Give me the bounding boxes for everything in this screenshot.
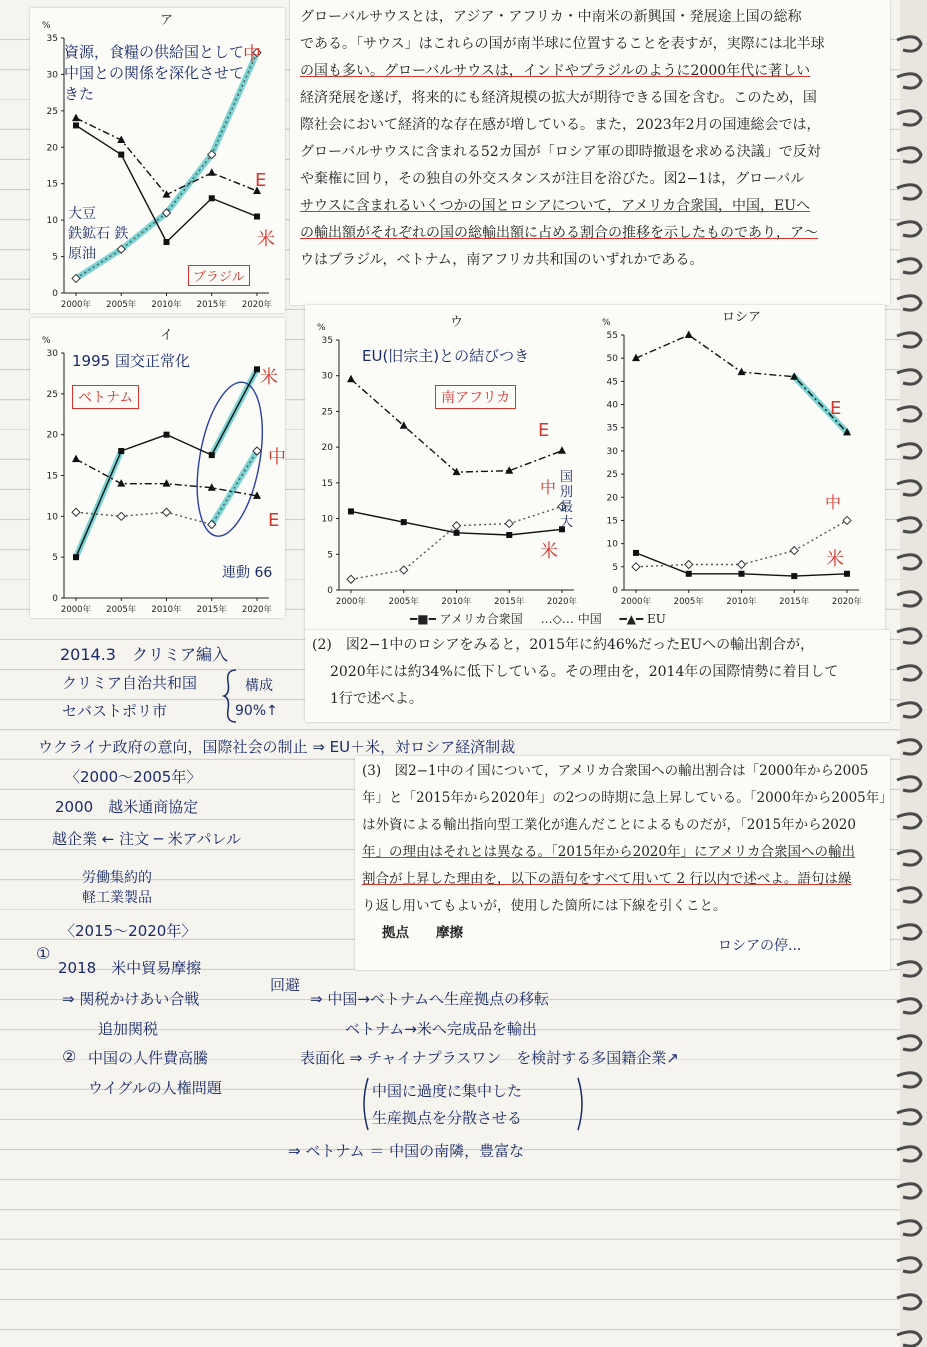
label-i-bei: 米 xyxy=(260,367,278,388)
y-tick-label: 10 xyxy=(606,539,618,550)
q3-line: は外資による輸出指向型工業化が進んだことによるものだが，「2015年から2020 xyxy=(362,817,856,833)
q3-line: 割合が上昇した理由を，以下の語句をすべて用いて 2 行以内で述べよ。語句は繰 xyxy=(362,871,852,887)
intro-line: ウはブラジル，ベトナム，南アフリカ共和国のいずれかである。 xyxy=(300,252,704,268)
data-point xyxy=(632,563,640,571)
data-point xyxy=(117,512,125,520)
spiral-ring xyxy=(897,1221,921,1235)
brace-shape xyxy=(222,668,242,724)
x-tick-label: 2015年 xyxy=(196,300,227,310)
intro-line: 経済発展を遂げ，将来的にも経済規模の拡大が期待できる国を含む。このため，国 xyxy=(300,90,817,106)
label-r-bei: 米 xyxy=(826,549,844,570)
y-tick-label: 35 xyxy=(321,336,333,346)
data-point xyxy=(254,214,260,220)
spiral-ring xyxy=(897,185,921,199)
spiral-ring xyxy=(897,1258,921,1272)
spiral-ring xyxy=(897,1036,921,1050)
y-tick-label: 10 xyxy=(321,514,333,525)
data-point xyxy=(844,571,850,577)
y-tick-label: 30 xyxy=(321,371,333,382)
data-point xyxy=(633,550,639,556)
note-period1: 〈2000〜2005年〉 xyxy=(65,768,202,786)
y-unit-label: % xyxy=(42,336,51,346)
spiral-ring xyxy=(897,629,921,643)
note-circle2: ② xyxy=(62,1047,77,1066)
note-u-eu: EU(旧宗主)との結びつき xyxy=(362,347,530,365)
y-tick-label: 35 xyxy=(606,423,618,434)
legend-china-marker: …◇… xyxy=(540,612,574,626)
spiral-ring xyxy=(897,777,921,791)
data-point xyxy=(163,479,171,487)
note-trade: 2018 米中貿易摩擦 xyxy=(58,959,202,977)
note-i-linked: 連動 66 xyxy=(222,565,273,581)
x-tick-label: 2010年 xyxy=(441,597,472,607)
spiral-ring xyxy=(897,37,921,51)
note-a-products: 大豆 鉄鉱石 鉄 原油 xyxy=(68,206,129,262)
q2-line: (2) 図2−1中のロシアをみると，2015年に約46%だったEUへの輸出割合が， xyxy=(312,637,815,653)
spiral-ring xyxy=(897,925,921,939)
data-point xyxy=(208,168,216,176)
data-point xyxy=(505,520,513,528)
spiral-ring xyxy=(897,296,921,310)
note-i-1995: 1995 国交正常化 xyxy=(72,352,190,370)
note-vietnam: ⇒ ベトナム ＝ 中国の南隣，豊富な xyxy=(288,1142,525,1160)
spiral-ring xyxy=(897,740,921,754)
x-tick-label: 2005年 xyxy=(673,597,704,607)
x-tick-label: 2010年 xyxy=(726,597,757,607)
answer-i: ベトナム xyxy=(72,385,139,409)
y-tick-label: 25 xyxy=(46,106,58,117)
legend-eu-marker: ━▲━ xyxy=(619,612,644,626)
spiral-ring xyxy=(897,1110,921,1124)
y-tick-label: 5 xyxy=(52,252,58,263)
chart-title: ロシア xyxy=(721,310,762,325)
series-line xyxy=(636,335,847,432)
data-point xyxy=(72,114,80,122)
label-a-bei: 米 xyxy=(257,229,275,250)
data-point xyxy=(685,331,693,339)
note-shift: ⇒ 中国→ベトナムへ生産拠点の移転 xyxy=(310,990,550,1008)
y-tick-label: 10 xyxy=(46,216,58,227)
y-tick-label: 50 xyxy=(606,354,618,365)
data-point xyxy=(738,561,746,569)
data-point xyxy=(73,554,79,560)
spiral-ring xyxy=(897,518,921,532)
x-tick-label: 2020年 xyxy=(831,597,863,607)
label-i-e: E xyxy=(268,510,280,531)
y-unit-label: % xyxy=(317,323,326,333)
data-point xyxy=(790,547,798,555)
spiral-ring xyxy=(897,259,921,273)
data-point xyxy=(348,508,354,514)
label-u-naka: 中 xyxy=(540,478,557,497)
data-point xyxy=(739,571,745,577)
data-point xyxy=(164,432,170,438)
x-tick-label: 2000年 xyxy=(60,300,92,310)
label-u-bei: 米 xyxy=(540,541,558,562)
intro-line: グローバルサウスに含まれる52カ国が「ロシア軍の即時撤退を求める決議」で反対 xyxy=(300,144,821,160)
intro-paragraph xyxy=(300,4,885,274)
spiral-ring xyxy=(897,407,921,421)
spiral-ring xyxy=(897,814,921,828)
note-disperse1: 中国に過度に集中した xyxy=(372,1082,523,1100)
label-a-e: E xyxy=(255,170,267,191)
note-crimea-3: セバストポリ市 xyxy=(62,702,168,720)
note-wage: 中国の人件費高騰 xyxy=(88,1049,209,1067)
spiral-ring xyxy=(897,703,921,717)
data-point xyxy=(558,446,566,454)
y-tick-label: 25 xyxy=(606,470,618,481)
note-circle1: ① xyxy=(36,944,51,963)
spiral-ring xyxy=(897,851,921,865)
answer-a: ブラジル xyxy=(188,265,250,286)
spiral-ring xyxy=(897,1073,921,1087)
legend-usa-marker: ━■━ xyxy=(410,612,436,626)
y-tick-label: 0 xyxy=(612,586,618,596)
intro-line: の輸出額がそれぞれの国の総輸出額に占める割合の推移を示したものであり，ア〜 xyxy=(300,225,818,241)
y-tick-label: 15 xyxy=(46,179,58,190)
y-tick-label: 0 xyxy=(52,594,58,604)
data-point xyxy=(685,561,693,569)
label-r-naka: 中 xyxy=(825,493,842,512)
x-tick-label: 2000年 xyxy=(620,597,652,607)
intro-line: の国も多い。グローバルサウスは，インドやブラジルのように2000年代に著しい xyxy=(300,63,811,79)
spiral-binding xyxy=(895,0,927,1347)
q3-line: 年」の理由はそれとは異なる。「2015年から2020年」にアメリカ合衆国への輸出 xyxy=(362,844,856,860)
note-crimea-4: 構成 xyxy=(245,678,273,694)
x-tick-label: 2015年 xyxy=(779,597,810,607)
note-company: 越企業 ← 注文 ─ 米アパレル xyxy=(52,830,242,848)
data-point xyxy=(347,375,355,383)
y-unit-label: % xyxy=(602,318,611,328)
note-tariff: ⇒ 関税かけあい合戦 xyxy=(62,990,200,1008)
x-tick-label: 2015年 xyxy=(196,605,227,615)
intro-line: 際社会において経済的な存在感が増している。また，2023年2月の国連総会では， xyxy=(300,117,821,133)
y-tick-label: 45 xyxy=(606,377,618,388)
x-tick-label: 2020年 xyxy=(241,605,273,615)
y-tick-label: 25 xyxy=(321,407,333,418)
chart-title: ア xyxy=(159,13,174,28)
spiral-ring xyxy=(897,1184,921,1198)
data-point xyxy=(163,508,171,516)
y-tick-label: 20 xyxy=(46,143,58,154)
spiral-ring xyxy=(897,222,921,236)
spiral-ring xyxy=(897,74,921,88)
spiral-ring xyxy=(897,1332,921,1346)
y-tick-label: 5 xyxy=(327,550,333,561)
note-tariff2: 追加関税 xyxy=(98,1020,159,1038)
spiral-ring xyxy=(897,148,921,162)
x-tick-label: 2015年 xyxy=(494,597,525,607)
spiral-ring xyxy=(897,1147,921,1161)
data-point xyxy=(118,448,124,454)
data-point xyxy=(843,516,851,524)
data-point xyxy=(791,573,797,579)
answer-u: 南アフリカ xyxy=(435,385,516,409)
y-unit-label: % xyxy=(42,21,51,31)
note-agreement: 2000 越米通商協定 xyxy=(55,798,199,816)
data-point xyxy=(738,368,746,376)
label-r-e: E xyxy=(830,398,842,419)
x-tick-label: 2010年 xyxy=(151,605,182,615)
chart-title: イ xyxy=(159,328,174,343)
y-tick-label: 55 xyxy=(606,331,618,341)
data-point xyxy=(72,508,80,516)
note-period2: 〈2015〜2020年〉 xyxy=(60,922,197,940)
note-crimea-2: クリミア自治共和国 xyxy=(62,674,198,692)
x-tick-label: 2020年 xyxy=(546,597,578,607)
spiral-ring xyxy=(897,370,921,384)
q3-line: 年」と「2015年から2020年」の2つの時期に急上昇している。「2000年から2005年」 xyxy=(362,790,893,806)
intro-line: グローバルサウスとは，アジア・アフリカ・中南米の新興国・発展途上国の総称 xyxy=(300,9,802,25)
spiral-ring xyxy=(897,481,921,495)
legend-usa: アメリカ合衆国 xyxy=(439,612,523,626)
x-tick-label: 2005年 xyxy=(106,605,137,615)
x-tick-label: 2000年 xyxy=(60,605,92,615)
y-tick-label: 40 xyxy=(606,400,618,411)
series-line xyxy=(76,118,257,194)
data-point xyxy=(454,530,460,536)
y-tick-label: 10 xyxy=(46,512,58,523)
spiral-ring xyxy=(897,888,921,902)
chart-title: ウ xyxy=(449,315,464,330)
y-tick-label: 30 xyxy=(46,349,58,359)
note-crimea-5: 90%↑ xyxy=(235,703,278,719)
circle-annotation xyxy=(187,377,273,541)
x-tick-label: 2000年 xyxy=(335,597,367,607)
y-tick-label: 30 xyxy=(606,446,618,457)
y-tick-label: 35 xyxy=(46,34,58,44)
spiral-ring xyxy=(897,111,921,125)
q3-paragraph xyxy=(362,758,893,947)
q2-paragraph xyxy=(312,632,892,713)
note-u-china: 国別最大 xyxy=(560,470,574,530)
label-a-naka: 中 xyxy=(243,44,261,65)
spiral-ring xyxy=(897,333,921,347)
spiral-ring xyxy=(897,999,921,1013)
y-tick-label: 25 xyxy=(46,389,58,400)
chart-legend xyxy=(410,610,666,627)
spiral-ring xyxy=(897,592,921,606)
label-u-e: E xyxy=(538,420,550,441)
note-kaihi: 回避 xyxy=(270,976,301,994)
data-point xyxy=(164,239,170,245)
x-tick-label: 2005年 xyxy=(106,300,137,310)
y-tick-label: 30 xyxy=(46,70,58,81)
q2-line: 1行で述べよ。 xyxy=(330,691,423,707)
x-tick-label: 2010年 xyxy=(151,300,182,310)
data-point xyxy=(73,122,79,128)
note-labor: 労働集約的 軽工業製品 xyxy=(82,870,152,906)
spiral-ring xyxy=(897,1295,921,1309)
y-tick-label: 5 xyxy=(612,562,618,573)
data-point xyxy=(401,519,407,525)
note-a-title: 資源，食糧の供給国として中国との関係を深化させてきた xyxy=(64,43,245,103)
spiral-ring xyxy=(897,444,921,458)
y-tick-label: 20 xyxy=(321,443,333,454)
spiral-ring xyxy=(897,666,921,680)
y-tick-label: 15 xyxy=(46,471,58,482)
spiral-ring xyxy=(897,962,921,976)
q3-line: (3) 図2−1中のイ国について，アメリカ合衆国への輸出割合は「2000年から2005 xyxy=(362,763,869,779)
note-disperse2: 生産拠点を分散させる xyxy=(372,1109,523,1127)
intro-line: や棄権に回り，その独自の外交スタンスが注目を浴びた。図2−1は，グローバル xyxy=(300,171,805,187)
data-point xyxy=(209,195,215,201)
spiral-ring xyxy=(897,555,921,569)
data-point xyxy=(209,452,215,458)
data-point xyxy=(72,455,80,463)
q2-line: 2020年には約34%に低下している。その理由を，2014年の国際情勢に着目して xyxy=(330,664,839,680)
legend-eu: EU xyxy=(647,612,666,626)
q3-terms: 拠点 摩擦 xyxy=(382,925,463,941)
intro-line: である。「サウス」はこれらの国が南半球に位置することを表すが，実際には北半球 xyxy=(300,36,825,52)
note-uyghur: ウイグルの人権問題 xyxy=(88,1079,222,1097)
y-tick-label: 20 xyxy=(606,493,618,504)
y-tick-label: 20 xyxy=(46,430,58,441)
y-tick-label: 0 xyxy=(327,586,333,596)
data-point xyxy=(506,532,512,538)
q3-line: り返し用いてもよいが，使用した箇所には下線を引くこと。 xyxy=(362,898,727,914)
y-tick-label: 0 xyxy=(52,289,58,299)
y-tick-label: 5 xyxy=(52,553,58,564)
note-surface: 表面化 ⇒ チャイナプラスワン を検討する多国籍企業↗ xyxy=(300,1049,679,1067)
intro-line: サウスに含まれるいくつかの国とロシアについて，アメリカ合衆国，中国，EUへ xyxy=(300,198,811,214)
x-tick-label: 2005年 xyxy=(388,597,419,607)
data-point xyxy=(118,152,124,158)
note-export: ベトナム→米へ完成品を輸出 xyxy=(345,1020,537,1038)
data-point xyxy=(400,566,408,574)
label-i-naka: 中 xyxy=(268,447,286,468)
note-margin: ロシアの停... xyxy=(718,938,802,954)
data-point xyxy=(347,575,355,583)
y-tick-label: 15 xyxy=(321,478,333,489)
y-tick-label: 15 xyxy=(606,516,618,527)
data-point xyxy=(453,522,461,530)
note-crimea-1: 2014.3 クリミア編入 xyxy=(60,645,228,664)
disperse-bracket xyxy=(358,1074,588,1134)
data-point xyxy=(686,571,692,577)
legend-china: 中国 xyxy=(577,612,602,626)
q2-answer: ウクライナ政府の意向，国際社会の制止 ⇒ EU＋米，対ロシア経済制裁 xyxy=(38,738,516,756)
x-tick-label: 2020年 xyxy=(241,300,273,310)
